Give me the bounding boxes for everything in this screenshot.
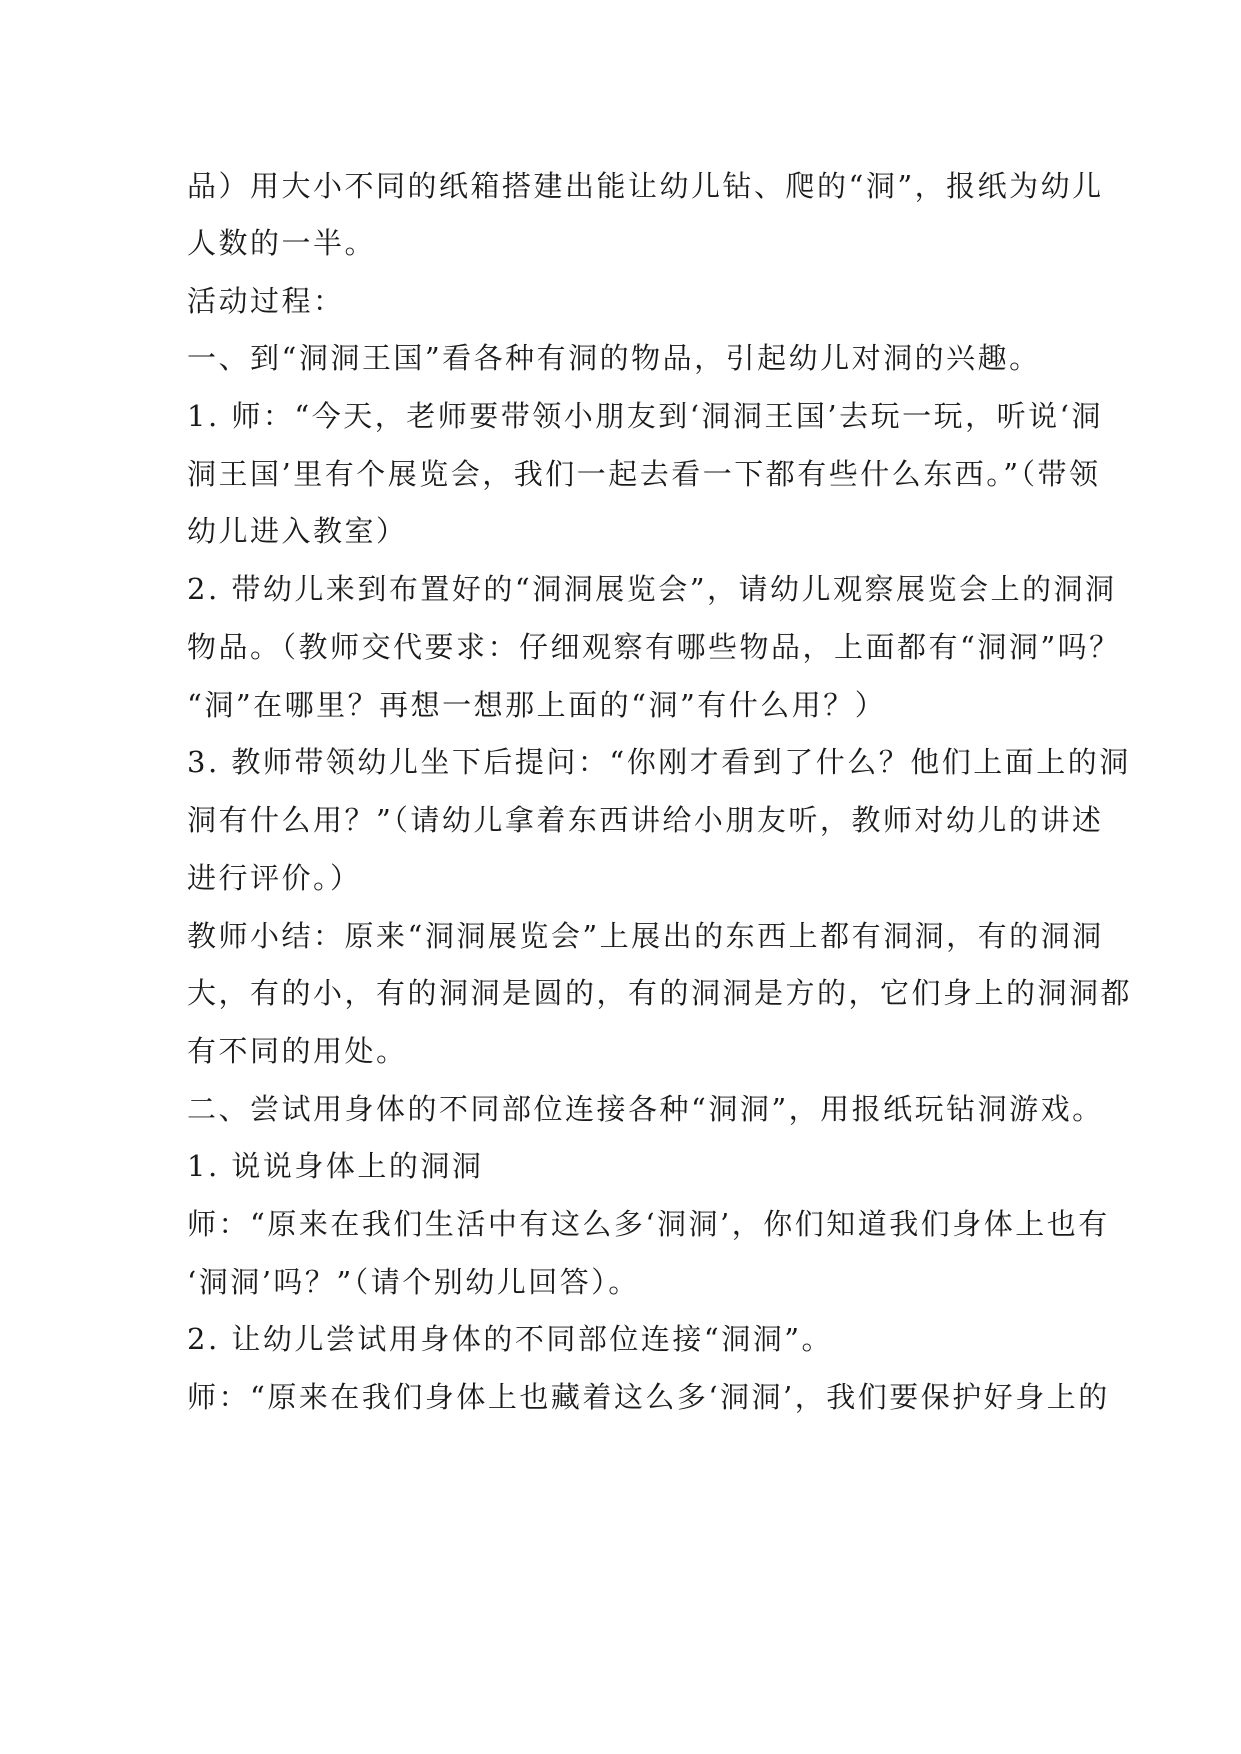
text-line-18: 1. 说说身体上的洞洞 [187,1149,484,1183]
text-line-6: 洞王国’里有个展览会，我们一起去看一下都有些什么东西。”（带领 [187,457,1101,491]
text-line-8: 2. 带幼儿来到布置好的“洞洞展览会”，请幼儿观察展览会上的洞洞 [187,572,1117,606]
text-line-12: 洞有什么用？”（请幼儿拿着东西讲给小朋友听，教师对幼儿的讲述 [187,803,1104,837]
text-line-14: 教师小结：原来“洞洞展览会”上展出的东西上都有洞洞，有的洞洞 [187,919,1104,953]
text-line-13: 进行评价。） [187,861,362,895]
text-line-20: ‘洞洞’吗？”（请个别幼儿回答）。 [187,1265,640,1299]
text-line-1: 品）用大小不同的纸箱搭建出能让幼儿钻、爬的“洞”，报纸为幼儿 [187,169,1104,203]
text-line-7: 幼儿进入教室） [187,514,408,548]
text-line-16: 有不同的用处。 [187,1034,408,1068]
text-line-2: 人数的一半。 [187,226,377,260]
section-label-activity-process: 活动过程： [187,284,345,318]
text-line-9: 物品。（教师交代要求：仔细观察有哪些物品，上面都有“洞洞”吗？ [187,630,1121,664]
section-heading-1: 一、到“洞洞王国”看各种有洞的物品，引起幼儿对洞的兴趣。 [187,341,1041,375]
text-line-11: 3. 教师带领幼儿坐下后提问：“你刚才看到了什么？他们上面上的洞 [187,745,1131,779]
text-line-15: 大，有的小，有的洞洞是圆的，有的洞洞是方的，它们身上的洞洞都 [187,976,1133,1010]
section-heading-2: 二、尝试用身体的不同部位连接各种“洞洞”，用报纸玩钻洞游戏。 [187,1092,1104,1126]
text-line-21: 2. 让幼儿尝试用身体的不同部位连接“洞洞”。 [187,1322,834,1356]
text-line-19: 师：“原来在我们生活中有这么多‘洞洞’，你们知道我们身体上也有 [187,1207,1110,1241]
text-line-22: 师：“原来在我们身体上也藏着这么多‘洞洞’，我们要保护好身上的 [187,1380,1110,1414]
text-line-5: 1. 师：“今天，老师要带领小朋友到‘洞洞王国’去玩一玩，听说‘洞 [187,399,1103,433]
text-line-10: “洞”在哪里？再想一想那上面的“洞”有什么用？） [187,688,887,722]
